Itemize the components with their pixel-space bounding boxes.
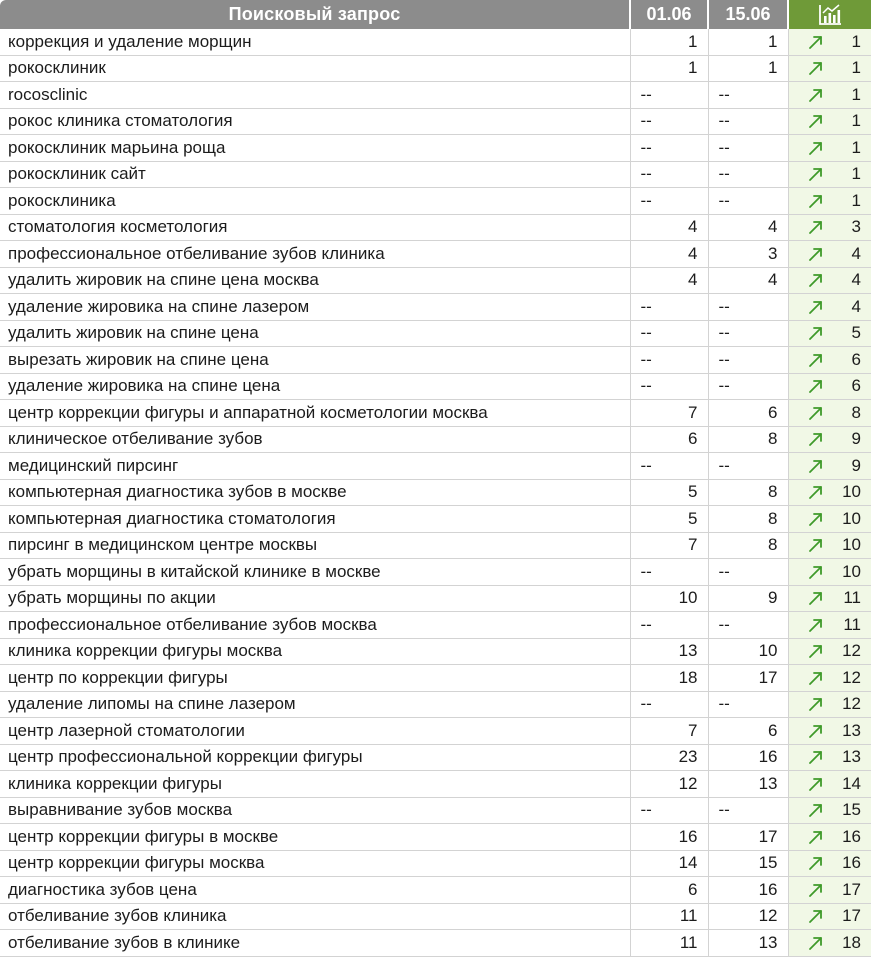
position-value: 15 — [842, 800, 861, 820]
trend-up-arrow-icon — [807, 882, 825, 898]
table-row[interactable] — [0, 665, 871, 692]
query-cell: центр по коррекции фигуры — [0, 665, 630, 692]
position-date-2-cell: -- — [708, 559, 788, 586]
trend-up-arrow-icon — [807, 723, 825, 739]
trend-up-arrow-icon — [807, 749, 825, 765]
position-value: 6 — [851, 376, 861, 396]
position-value: 11 — [843, 614, 861, 634]
query-cell: удалить жировик на спине цена москва — [0, 267, 630, 294]
position-value: 17 — [842, 879, 861, 899]
column-header-position[interactable] — [788, 0, 871, 29]
bar-chart-icon — [789, 4, 871, 26]
current-position-cell — [788, 930, 871, 957]
current-position-cell — [788, 55, 871, 82]
position-date-1-cell: 23 — [630, 744, 708, 771]
query-cell: rocosclinic — [0, 82, 630, 109]
trend-up-arrow-icon — [807, 246, 825, 262]
query-cell: профессиональное отбеливание зубов москва — [0, 612, 630, 639]
position-value: 16 — [842, 853, 861, 873]
query-cell: центр профессиональной коррекции фигуры — [0, 744, 630, 771]
position-value: 6 — [851, 349, 861, 369]
current-position-cell — [788, 294, 871, 321]
position-date-1-cell: 11 — [630, 903, 708, 930]
position-date-2-cell: -- — [708, 797, 788, 824]
trend-up-arrow-icon — [807, 113, 825, 129]
query-cell: центр коррекции фигуры москва — [0, 850, 630, 877]
current-position-cell — [788, 135, 871, 162]
current-position-cell — [788, 373, 871, 400]
query-cell: удаление липомы на спине лазером — [0, 691, 630, 718]
current-position-cell — [788, 506, 871, 533]
position-value: 14 — [842, 773, 861, 793]
current-position-cell — [788, 108, 871, 135]
position-date-1-cell: 7 — [630, 400, 708, 427]
table-row[interactable] — [0, 559, 871, 586]
table-row[interactable] — [0, 294, 871, 321]
position-value: 4 — [851, 296, 861, 316]
query-cell: убрать морщины по акции — [0, 585, 630, 612]
table-row[interactable] — [0, 744, 871, 771]
position-date-2-cell: 6 — [708, 718, 788, 745]
current-position-cell — [788, 82, 871, 109]
position-date-1-cell: 10 — [630, 585, 708, 612]
query-cell: диагностика зубов цена — [0, 877, 630, 904]
current-position-cell — [788, 453, 871, 480]
position-date-1-cell: -- — [630, 135, 708, 162]
table-row[interactable] — [0, 930, 871, 957]
table-row[interactable] — [0, 188, 871, 215]
table-row[interactable] — [0, 373, 871, 400]
trend-up-arrow-icon — [807, 935, 825, 951]
position-date-1-cell: -- — [630, 691, 708, 718]
position-date-1-cell: -- — [630, 82, 708, 109]
trend-up-arrow-icon — [807, 34, 825, 50]
current-position-cell — [788, 29, 871, 55]
table-row[interactable] — [0, 638, 871, 665]
current-position-cell — [788, 797, 871, 824]
table-row[interactable] — [0, 320, 871, 347]
current-position-cell — [788, 479, 871, 506]
current-position-cell — [788, 612, 871, 639]
position-date-2-cell: 17 — [708, 665, 788, 692]
table-row[interactable] — [0, 161, 871, 188]
position-date-1-cell: -- — [630, 373, 708, 400]
position-value: 10 — [842, 561, 861, 581]
position-date-1-cell: -- — [630, 797, 708, 824]
position-date-1-cell: -- — [630, 188, 708, 215]
query-cell: центр лазерной стоматологии — [0, 718, 630, 745]
trend-up-arrow-icon — [807, 564, 825, 580]
table-row[interactable] — [0, 108, 871, 135]
position-value: 10 — [842, 535, 861, 555]
trend-up-arrow-icon — [807, 855, 825, 871]
table-row[interactable] — [0, 29, 871, 55]
position-value: 17 — [842, 906, 861, 926]
current-position-cell — [788, 718, 871, 745]
query-cell: рокосклиник марьина роща — [0, 135, 630, 162]
table-row[interactable] — [0, 55, 871, 82]
position-value: 4 — [851, 243, 861, 263]
trend-up-arrow-icon — [807, 776, 825, 792]
current-position-cell — [788, 559, 871, 586]
table-row[interactable] — [0, 214, 871, 241]
table-row[interactable] — [0, 824, 871, 851]
position-date-1-cell: 5 — [630, 506, 708, 533]
position-date-1-cell: 1 — [630, 29, 708, 55]
position-date-2-cell: 3 — [708, 241, 788, 268]
trend-up-arrow-icon — [807, 484, 825, 500]
table-row[interactable] — [0, 479, 871, 506]
position-value: 9 — [851, 455, 861, 475]
current-position-cell — [788, 320, 871, 347]
position-date-2-cell: 1 — [708, 55, 788, 82]
position-value: 1 — [851, 31, 861, 51]
column-header-query[interactable]: Поисковый запрос — [0, 0, 630, 29]
table-body — [0, 29, 871, 956]
table-row[interactable] — [0, 850, 871, 877]
position-value: 8 — [851, 402, 861, 422]
trend-up-arrow-icon — [807, 193, 825, 209]
trend-up-arrow-icon — [807, 87, 825, 103]
position-value: 11 — [843, 588, 861, 608]
query-cell: удалить жировик на спине цена — [0, 320, 630, 347]
trend-up-arrow-icon — [807, 325, 825, 341]
position-value: 1 — [851, 164, 861, 184]
position-date-2-cell: -- — [708, 82, 788, 109]
position-date-2-cell: 8 — [708, 532, 788, 559]
position-date-2-cell: 16 — [708, 744, 788, 771]
position-value: 10 — [842, 482, 861, 502]
current-position-cell — [788, 903, 871, 930]
query-cell: клиника коррекции фигуры москва — [0, 638, 630, 665]
query-cell: коррекция и удаление морщин — [0, 29, 630, 55]
position-date-2-cell: 13 — [708, 930, 788, 957]
position-date-2-cell: -- — [708, 453, 788, 480]
position-value: 12 — [842, 641, 861, 661]
position-date-2-cell: 10 — [708, 638, 788, 665]
position-date-2-cell: 8 — [708, 506, 788, 533]
table-row[interactable] — [0, 691, 871, 718]
query-cell: пирсинг в медицинском центре москвы — [0, 532, 630, 559]
trend-up-arrow-icon — [807, 299, 825, 315]
current-position-cell — [788, 188, 871, 215]
position-date-1-cell: 14 — [630, 850, 708, 877]
position-date-2-cell: 16 — [708, 877, 788, 904]
position-date-1-cell: 7 — [630, 532, 708, 559]
trend-up-arrow-icon — [807, 405, 825, 421]
position-date-1-cell: -- — [630, 320, 708, 347]
current-position-cell — [788, 850, 871, 877]
query-cell: центр коррекции фигуры в москве — [0, 824, 630, 851]
query-cell: рокосклиник сайт — [0, 161, 630, 188]
position-value: 1 — [851, 84, 861, 104]
position-value: 1 — [851, 58, 861, 78]
query-cell: профессиональное отбеливание зубов клиника — [0, 241, 630, 268]
current-position-cell — [788, 241, 871, 268]
table-row[interactable] — [0, 532, 871, 559]
position-date-1-cell: -- — [630, 294, 708, 321]
trend-up-arrow-icon — [807, 908, 825, 924]
query-cell: рокосклиника — [0, 188, 630, 215]
position-date-1-cell: 5 — [630, 479, 708, 506]
trend-up-arrow-icon — [807, 166, 825, 182]
table-row[interactable] — [0, 877, 871, 904]
position-date-1-cell: 4 — [630, 241, 708, 268]
position-date-2-cell: -- — [708, 373, 788, 400]
position-date-2-cell: 8 — [708, 426, 788, 453]
table-row[interactable] — [0, 453, 871, 480]
position-value: 4 — [851, 270, 861, 290]
position-value: 12 — [842, 667, 861, 687]
position-date-2-cell: 15 — [708, 850, 788, 877]
table-row[interactable] — [0, 426, 871, 453]
position-date-1-cell: 16 — [630, 824, 708, 851]
trend-up-arrow-icon — [807, 140, 825, 156]
current-position-cell — [788, 161, 871, 188]
current-position-cell — [788, 665, 871, 692]
position-date-1-cell: 11 — [630, 930, 708, 957]
query-cell: рокосклиник — [0, 55, 630, 82]
position-date-2-cell: -- — [708, 294, 788, 321]
position-date-1-cell: 7 — [630, 718, 708, 745]
current-position-cell — [788, 824, 871, 851]
trend-up-arrow-icon — [807, 352, 825, 368]
table-row[interactable] — [0, 612, 871, 639]
table-row[interactable] — [0, 585, 871, 612]
position-value: 3 — [851, 217, 861, 237]
current-position-cell — [788, 214, 871, 241]
position-date-1-cell: -- — [630, 453, 708, 480]
column-header-date-2[interactable]: 15.06 — [708, 0, 788, 29]
current-position-cell — [788, 426, 871, 453]
table-row[interactable] — [0, 506, 871, 533]
position-value: 5 — [851, 323, 861, 343]
current-position-cell — [788, 771, 871, 798]
current-position-cell — [788, 744, 871, 771]
trend-up-arrow-icon — [807, 829, 825, 845]
position-value: 10 — [842, 508, 861, 528]
position-date-1-cell: 6 — [630, 426, 708, 453]
table-row[interactable] — [0, 241, 871, 268]
query-cell: медицинский пирсинг — [0, 453, 630, 480]
position-value: 1 — [851, 137, 861, 157]
column-header-date-1[interactable]: 01.06 — [630, 0, 708, 29]
position-date-1-cell: -- — [630, 108, 708, 135]
trend-up-arrow-icon — [807, 458, 825, 474]
position-date-1-cell: 13 — [630, 638, 708, 665]
position-date-2-cell: -- — [708, 188, 788, 215]
trend-up-arrow-icon — [807, 643, 825, 659]
position-date-1-cell: -- — [630, 612, 708, 639]
trend-up-arrow-icon — [807, 696, 825, 712]
query-cell: убрать морщины в китайской клинике в москве — [0, 559, 630, 586]
position-value: 13 — [842, 720, 861, 740]
query-cell: выравнивание зубов москва — [0, 797, 630, 824]
position-value: 12 — [842, 694, 861, 714]
trend-up-arrow-icon — [807, 590, 825, 606]
trend-up-arrow-icon — [807, 670, 825, 686]
query-cell: клиническое отбеливание зубов — [0, 426, 630, 453]
trend-up-arrow-icon — [807, 511, 825, 527]
position-date-2-cell: 12 — [708, 903, 788, 930]
position-date-2-cell: -- — [708, 691, 788, 718]
position-value: 9 — [851, 429, 861, 449]
position-value: 16 — [842, 826, 861, 846]
position-date-2-cell: 8 — [708, 479, 788, 506]
position-date-2-cell: 6 — [708, 400, 788, 427]
position-date-2-cell: -- — [708, 612, 788, 639]
table-row[interactable] — [0, 771, 871, 798]
current-position-cell — [788, 691, 871, 718]
position-date-2-cell: 1 — [708, 29, 788, 55]
trend-up-arrow-icon — [807, 431, 825, 447]
query-cell: удаление жировика на спине лазером — [0, 294, 630, 321]
position-date-2-cell: -- — [708, 347, 788, 374]
table-row[interactable] — [0, 267, 871, 294]
position-date-1-cell: 4 — [630, 214, 708, 241]
position-date-2-cell: 4 — [708, 267, 788, 294]
position-date-1-cell: 6 — [630, 877, 708, 904]
table-header — [0, 0, 871, 29]
table-row[interactable] — [0, 82, 871, 109]
position-date-2-cell: 17 — [708, 824, 788, 851]
query-cell: рокос клиника стоматология — [0, 108, 630, 135]
position-value: 1 — [851, 190, 861, 210]
current-position-cell — [788, 532, 871, 559]
trend-up-arrow-icon — [807, 60, 825, 76]
position-date-1-cell: -- — [630, 161, 708, 188]
position-value: 1 — [851, 111, 861, 131]
position-date-2-cell: 4 — [708, 214, 788, 241]
table-row[interactable] — [0, 400, 871, 427]
query-cell: отбеливание зубов в клинике — [0, 930, 630, 957]
trend-up-arrow-icon — [807, 537, 825, 553]
position-date-2-cell: -- — [708, 135, 788, 162]
trend-up-arrow-icon — [807, 617, 825, 633]
trend-up-arrow-icon — [807, 802, 825, 818]
query-cell: центр коррекции фигуры и аппаратной косметологии москва — [0, 400, 630, 427]
current-position-cell — [788, 638, 871, 665]
position-date-1-cell: 1 — [630, 55, 708, 82]
trend-up-arrow-icon — [807, 219, 825, 235]
current-position-cell — [788, 585, 871, 612]
table-row[interactable] — [0, 347, 871, 374]
trend-up-arrow-icon — [807, 378, 825, 394]
position-date-1-cell: 18 — [630, 665, 708, 692]
position-value: 13 — [842, 747, 861, 767]
position-date-2-cell: 9 — [708, 585, 788, 612]
position-date-2-cell: 13 — [708, 771, 788, 798]
position-date-1-cell: -- — [630, 347, 708, 374]
table-row[interactable] — [0, 135, 871, 162]
table-row[interactable] — [0, 718, 871, 745]
current-position-cell — [788, 347, 871, 374]
query-cell: компьютерная диагностика зубов в москве — [0, 479, 630, 506]
position-date-2-cell: -- — [708, 161, 788, 188]
current-position-cell — [788, 400, 871, 427]
position-date-2-cell: -- — [708, 108, 788, 135]
position-date-1-cell: 12 — [630, 771, 708, 798]
position-value: 18 — [842, 932, 861, 952]
position-date-2-cell: -- — [708, 320, 788, 347]
table-row[interactable] — [0, 903, 871, 930]
position-date-1-cell: -- — [630, 559, 708, 586]
current-position-cell — [788, 877, 871, 904]
query-cell: клиника коррекции фигуры — [0, 771, 630, 798]
trend-up-arrow-icon — [807, 272, 825, 288]
query-cell: вырезать жировик на спине цена — [0, 347, 630, 374]
query-cell: отбеливание зубов клиника — [0, 903, 630, 930]
query-cell: удаление жировика на спине цена — [0, 373, 630, 400]
query-cell: компьютерная диагностика стоматология — [0, 506, 630, 533]
table-row[interactable] — [0, 797, 871, 824]
current-position-cell — [788, 267, 871, 294]
position-date-1-cell: 4 — [630, 267, 708, 294]
query-cell: стоматология косметология — [0, 214, 630, 241]
